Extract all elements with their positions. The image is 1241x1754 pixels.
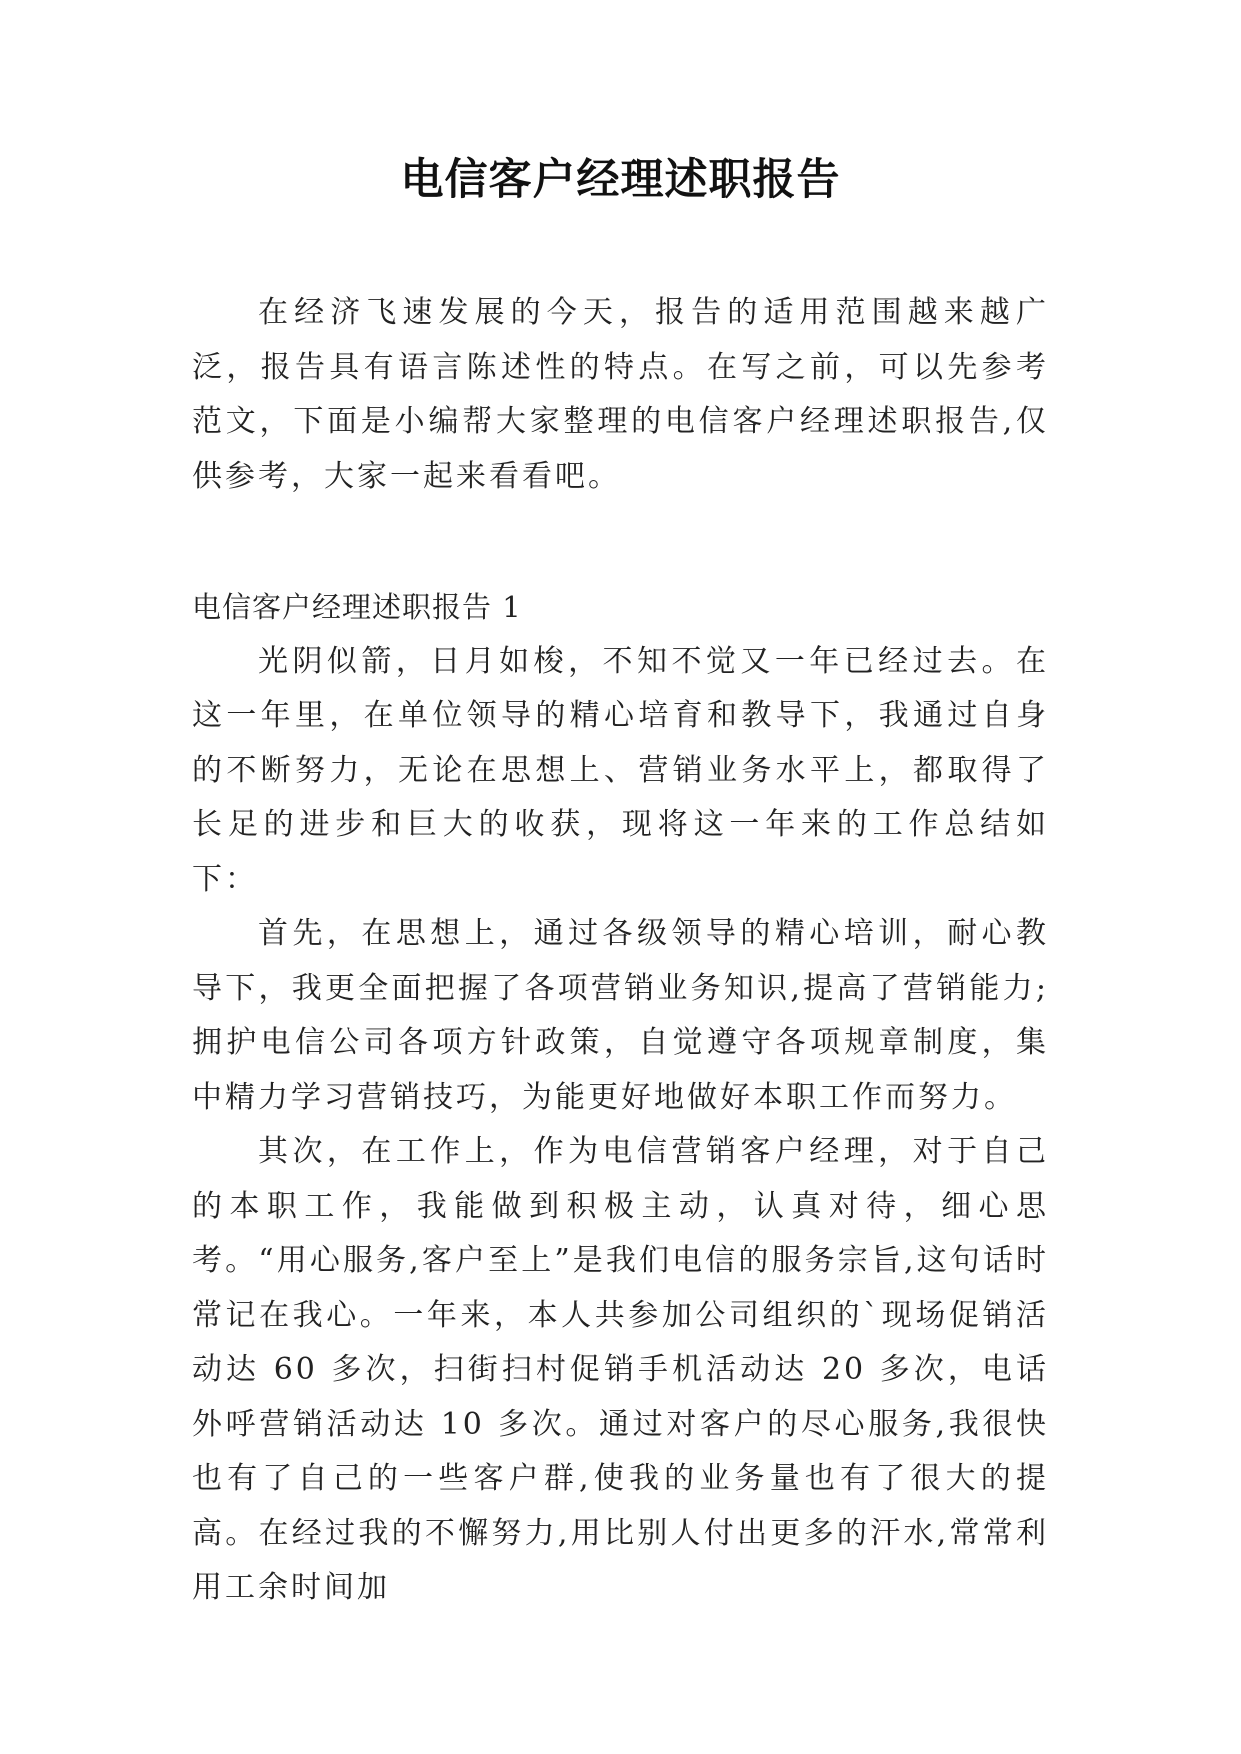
body-paragraph: 光阴似箭，日月如梭，不知不觉又一年已经过去。在这一年里，在单位领导的精心培育和教导下，我通过自身的不断努力，无论在思想上、营销业务水平上，都取得了长足的进步和巨大的收获，现将这一年来的工作总结如下： [192,643,1049,897]
intro-paragraph: 在经济飞速发展的今天，报告的适用范围越来越广泛，报告具有语言陈述性的特点。在写之前，可以先参考范文，下面是小编帮大家整理的电信客户经理述职报告,仅供参考，大家一起来看看吧。 [192,295,1049,494]
document-body [192,286,1049,1616]
body-paragraph: 首先，在思想上，通过各级领导的精心培训，耐心教导下，我更全面把握了各项营销业务知识,提高了营销能力;拥护电信公司各项方针政策，自觉遵守各项规章制度，集中精力学习营销技巧，为能更好地做好本职工作而努力。 [192,916,1049,1115]
section-heading: 电信客户经理述职报告 1 [192,590,522,624]
document-title: 电信客户经理述职报告 [400,155,841,205]
body-paragraph: 其次，在工作上，作为电信营销客户经理，对于自己的本职工作，我能做到积极主动，认真对待，细心思考。“用心服务,客户至上”是我们电信的服务宗旨,这句话时常记在我心。一年来，本人共参加公司组织的`现场促销活动达 60 多次，扫街扫村促销手机活动达 20 多次，电话外呼营销活动达 10 多次。通过对客户的尽心服务,我很快也有了自己的一些客户群,使我的业务量也有了很大的提高。在经过我的不懈努力,用比别人付出更多的汗水,常常利用工余时间加 [192,1134,1049,1605]
